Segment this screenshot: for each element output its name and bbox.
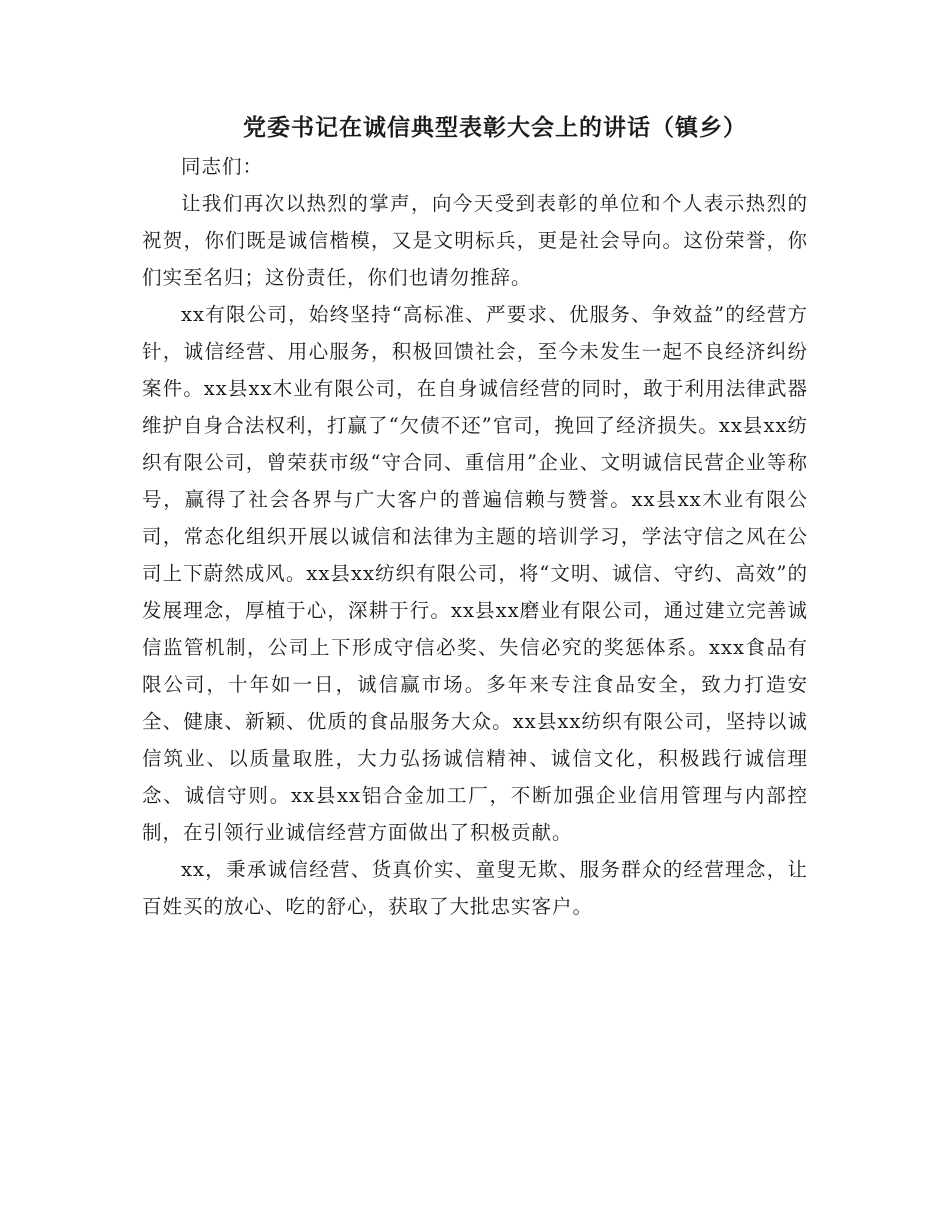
paragraph-closing: xx，秉承诚信经营、货真价实、童叟无欺、服务群众的经营理念，让百姓买的放心、吃的舒心，获取了大批忠实客户。: [142, 858, 808, 918]
salutation: 同志们：: [181, 155, 264, 178]
paragraph-enterprises: xx有限公司，始终坚持“高标准、严要求、优服务、争效益”的经营方针，诚信经营、用心服务，积极回馈社会，至今未发生一起不良经济纠纷案件。xx县xx木业有限公司，在自身诚信经营的同时，敢于利用法律武器维护自身合法权利，打赢了“欠债不还”官司，挽回了经济损失。xx县xx纺织有限公司，曾荣获市级“守合同、重信用”企业、文明诚信民营企业等称号，赢得了社会各界与广大客户的普遍信赖与赞誉。xx县xx木业有限公司，常态化组织开展以诚信和法律为主题的培训学习，学法守信之风在公司上下蔚然成风。xx县xx纺织有限公司，将“文明、诚信、守约、高效”的发展理念，厚植于心，深耕于行。xx县xx磨业有限公司，通过建立完善诚信监管机制，公司上下形成守信必奖、失信必究的奖惩体系。xxx食品有限公司，十年如一日，诚信赢市场。多年来专注食品安全，致力打造安全、健康、新颖、优质的食品服务大众。xx县xx纺织有限公司，坚持以诚信筑业、以质量取胜，大力弘扬诚信精神、诚信文化，积极践行诚信理念、诚信守则。xx县xx铝合金加工厂，不断加强企业信用管理与内部控制，在引领行业诚信经营方面做出了积极贡献。: [142, 303, 808, 844]
paragraph-congratulations: 让我们再次以热烈的掌声，向今天受到表彰的单位和个人表示热烈的祝贺，你们既是诚信楷模，又是文明标兵，更是社会导向。这份荣誉，你们实至名归；这份责任，你们也请勿推辞。: [142, 192, 808, 289]
document-title: 党委书记在诚信典型表彰大会上的讲话（镇乡）: [243, 115, 747, 141]
document-body: [142, 108, 808, 925]
